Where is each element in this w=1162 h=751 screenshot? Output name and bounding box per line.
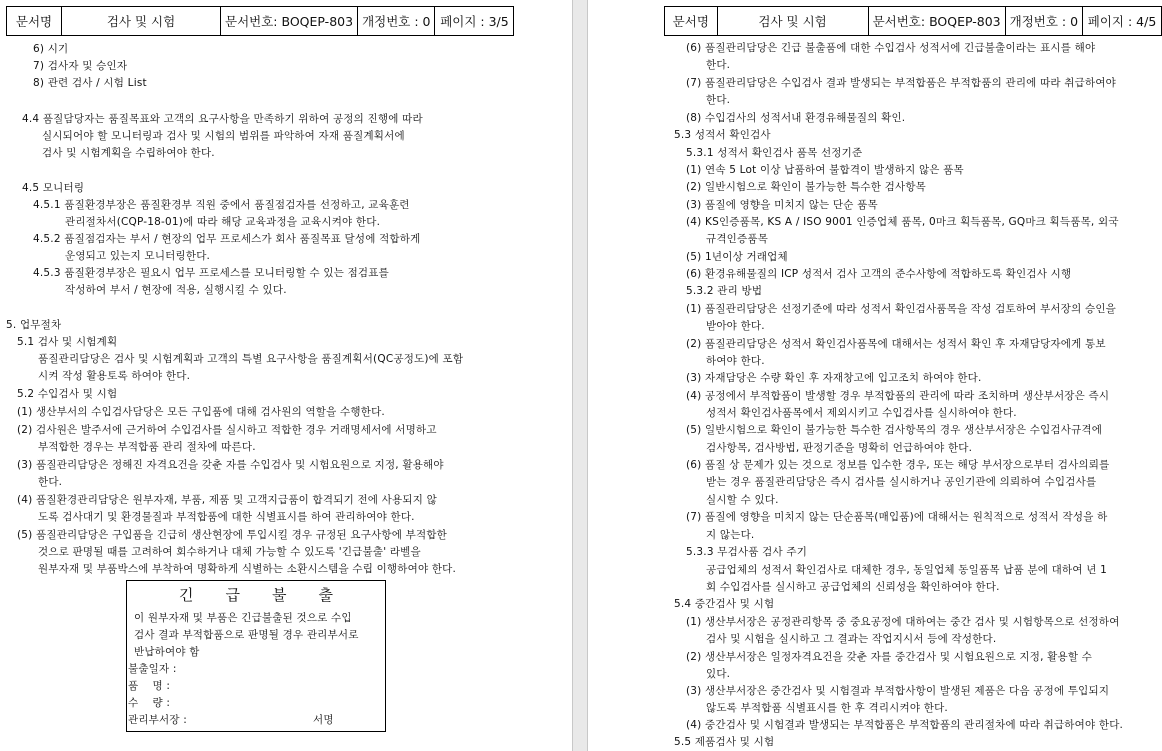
text-line: (4) 공정에서 부적합품이 발생할 경우 부적합품의 관리에 따라 조치하며 생산부서장은 즉시 <box>686 390 1110 402</box>
text-line: 지 않는다. <box>706 529 755 541</box>
text-line: 한다. <box>706 94 731 106</box>
text-line: 관리절차서(CQP-18-01)에 따라 해당 교육과정을 교육시켜야 한다. <box>65 216 381 228</box>
text-line: (2) 검사원은 발주서에 근거하여 수입검사를 실시하고 적합한 경우 거래명세서에 서명하고 <box>17 424 437 436</box>
text-line: 도록 검사대기 및 환경물질과 부적합품에 대한 식별표시를 하여 관리하여야 한다. <box>38 511 415 523</box>
doc-number-cell: 문서번호: BOQEP-803 <box>221 7 358 36</box>
quantity-field: 수 량 : <box>128 697 171 709</box>
document-page-3 <box>0 0 572 751</box>
text-line: (7) 품질에 영향을 미치지 않는 단순품목(매입품)에 대해서는 원칙적으로 성적서 작성을 하 <box>686 511 1108 523</box>
release-date-field: 불출일자 : <box>128 663 177 675</box>
text-line: 실시되어야 할 모니터링과 검사 및 시험의 범위를 파악하여 자재 품질계획서에 <box>42 130 405 142</box>
section-heading: 5.3 성적서 확인검사 <box>674 129 771 141</box>
text-line: (4) 중간검사 및 시험결과 발생되는 부적합품은 부적합품의 관리절차에 따라 취급하여야 한다. <box>686 719 1124 731</box>
text-line: (1) 연속 5 Lot 이상 납품하여 불합격이 발생하지 않은 품목 <box>686 164 964 176</box>
doc-label-cell: 문서명 <box>665 7 718 36</box>
manager-field: 관리부서장 : <box>128 714 187 726</box>
text-line: 받는 경우 품질관리담당은 즉시 검사를 실시하거나 공인기관에 의뢰하여 수입검사를 <box>706 476 1097 488</box>
text-line: (2) 생산부서장은 일정자격요건을 갖춘 자를 중간검사 및 시험요원으로 지정, 활용할 수 <box>686 651 1093 663</box>
document-header-table <box>664 6 1162 36</box>
text-line: 검사항목, 검사방법, 판정기준을 명확히 언급하여야 한다. <box>706 442 973 454</box>
section-heading: 5.5 제품검사 및 시험 <box>674 736 775 748</box>
page-gutter <box>572 0 588 751</box>
document-header-table <box>6 6 514 36</box>
urgent-release-label-box <box>126 580 386 732</box>
section-heading: 5.1 검사 및 시험계획 <box>17 336 118 348</box>
label-text: 반납하여야 함 <box>134 646 200 658</box>
text-line: 것으로 판명될 때를 고려하여 회수하거나 대체 가능할 수 있도록 '긴급불출' 라벨을 <box>38 546 421 558</box>
section-heading: 5.3.3 무검사품 검사 주기 <box>686 546 808 558</box>
text-line: 있다. <box>706 668 731 680</box>
doc-name-cell: 검사 및 시험 <box>717 7 868 36</box>
text-line: (1) 생산부서장은 공정관리항목 중 중요공정에 대하여는 중간 검사 및 시험항목으로 선정하여 <box>686 616 1120 628</box>
text-line: (5) 일반시험으로 확인이 불가능한 특수한 검사항목의 경우 생산부서장은 수입검사규격에 <box>686 424 1103 436</box>
doc-label-cell: 문서명 <box>7 7 62 36</box>
document-page-4 <box>588 0 1162 751</box>
text-line: (6) 품질관리담당은 긴급 불출품에 대한 수입검사 성적서에 긴급불출이라는 표시를 해야 <box>686 42 1096 54</box>
text-line: 한다. <box>38 476 63 488</box>
text-line: (7) 품질관리담당은 수입검사 결과 발생되는 부적합품은 부적합품의 관리에 따라 취급하여야 <box>686 77 1117 89</box>
text-line: 운영되고 있는지 모니터링한다. <box>65 250 211 262</box>
text-line: (6) 환경유해물질의 ICP 성적서 검사 고객의 준수사항에 적합하도록 확인검사 시행 <box>686 268 1072 280</box>
text-line: (3) 품질관리담당은 정해진 자격요건을 갖춘 자를 수입검사 및 시험요원으로 지정, 활용해야 <box>17 459 444 471</box>
revision-cell: 개정번호 : 0 <box>1005 7 1082 36</box>
text-line: 4.4 품질담당자는 품질목표와 고객의 요구사항을 만족하기 위하여 공정의 진행에 따라 <box>22 113 423 125</box>
text-line: (4) 품질환경관리담당은 원부자재, 부품, 제품 및 고객지급품이 합격되기 전에 사용되지 않 <box>17 494 437 506</box>
text-line: 실시할 수 있다. <box>706 494 779 506</box>
section-heading: 5.4 중간검사 및 시험 <box>674 598 775 610</box>
text-line: 4.5.2 품질점검자는 부서 / 현장의 업무 프로세스가 회사 품질목표 달성에 적합하게 <box>33 233 421 245</box>
text-line: (6) 품질 상 문제가 있는 것으로 정보를 입수한 경우, 또는 해당 부서장으로부터 검사의뢰를 <box>686 459 1110 471</box>
revision-cell: 개정번호 : 0 <box>358 7 435 36</box>
page-edge <box>572 0 573 751</box>
text-line: (3) 생산부서장은 중간검사 및 시험결과 부적합사항이 발생된 제품은 다음 공정에 투입되지 <box>686 685 1110 697</box>
text-line: 규격인증품목 <box>706 233 769 245</box>
text-line: 않도록 부적합품 식별표시를 한 후 격리시켜야 한다. <box>706 702 948 714</box>
text-line: (1) 품질관리담당은 선정기준에 따라 성적서 확인검사품목을 작성 검토하여 부서장의 승인을 <box>686 303 1117 315</box>
text-line: 4.5.3 품질환경부장은 필요시 업무 프로세스를 모니터링할 수 있는 점검표를 <box>33 267 389 279</box>
text-line: 시켜 작성 활용토록 하여야 한다. <box>38 370 191 382</box>
text-line: (3) 자재담당은 수량 확인 후 자재창고에 입고조치 하여야 한다. <box>686 372 982 384</box>
text-line: 7) 검사자 및 승인자 <box>33 60 128 72</box>
text-line: 성적서 확인검사품목에서 제외시키고 수입검사를 실시하여야 한다. <box>706 407 1017 419</box>
text-line: 품질관리담당은 검사 및 시험계획과 고객의 특별 요구사항을 품질계획서(QC공정도)에 포함 <box>38 353 464 365</box>
text-line: (1) 생산부서의 수입검사담당은 모든 구입품에 대해 검사원의 역할을 수행한다. <box>17 406 385 418</box>
urgent-release-title: 긴급불출 <box>179 586 365 604</box>
text-line: 4.5.1 품질환경부장은 품질환경부 직원 중에서 품질점검자를 선정하고, 교육훈련 <box>33 199 410 211</box>
item-name-field: 품 명 : <box>128 680 171 692</box>
text-line: (5) 품질관리담당은 구입품을 긴급히 생산현장에 투입시킬 경우 규정된 요구사항에 부적합한 <box>17 529 448 541</box>
text-line: 원부자재 및 부품박스에 부착하여 명확하게 식별하는 소환시스템을 수립 이행하여야 한다. <box>38 563 457 575</box>
text-line: (2) 일반시험으로 확인이 불가능한 특수한 검사항목 <box>686 181 927 193</box>
text-line: 작성하여 부서 / 현장에 적용, 실행시킬 수 있다. <box>65 284 287 296</box>
text-line: (4) KS인증품목, KS A / ISO 9001 인증업체 품목, 0마크 획득품목, GQ마크 획득품목, 외국 <box>686 216 1119 228</box>
signature-label: 서명 <box>313 714 334 726</box>
text-line: 검사 및 시험계획을 수립하여야 한다. <box>42 147 215 159</box>
section-heading: 5. 업무절차 <box>6 319 62 331</box>
text-line: (3) 품질에 영향을 미치지 않는 단순 품목 <box>686 199 878 211</box>
page-number-cell: 페이지 : 3/5 <box>435 7 514 36</box>
text-line: (8) 수입검사의 성적서내 환경유해물질의 확인. <box>686 112 906 124</box>
text-line: 검사 및 시험을 실시하고 그 결과는 작업지시서 등에 작성한다. <box>706 633 997 645</box>
text-line: 하여야 한다. <box>706 355 765 367</box>
text-line: 부적합한 경우는 부적합품 관리 절차에 따른다. <box>38 441 256 453</box>
text-line: 6) 시기 <box>33 43 69 55</box>
section-heading: 5.3.2 관리 방법 <box>686 285 763 297</box>
section-heading: 4.5 모니터링 <box>22 182 85 194</box>
text-line: (5) 1년이상 거래업체 <box>686 251 788 263</box>
text-line: 8) 관련 검사 / 시험 List <box>33 77 147 89</box>
section-heading: 5.3.1 성적서 확인검사 품목 선정기준 <box>686 147 863 159</box>
text-line: 공급업체의 성적서 확인검사로 대체한 경우, 동일업체 동일품목 납품 분에 대하여 년 1 <box>706 564 1107 576</box>
text-line: (2) 품질관리담당은 성적서 확인검사품목에 대해서는 성적서 확인 후 자재담당자에게 통보 <box>686 338 1106 350</box>
text-line: 받아야 한다. <box>706 320 765 332</box>
section-heading: 5.2 수입검사 및 시험 <box>17 388 118 400</box>
label-text: 이 원부자재 및 부품은 긴급불출된 것으로 수입 <box>134 612 352 624</box>
label-text: 검사 결과 부적합품으로 판명될 경우 관리부서로 <box>134 629 359 641</box>
doc-number-cell: 문서번호: BOQEP-803 <box>868 7 1005 36</box>
text-line: 회 수입검사를 실시하고 공급업체의 신뢰성을 확인하여야 한다. <box>706 581 1000 593</box>
doc-name-cell: 검사 및 시험 <box>62 7 221 36</box>
text-line: 한다. <box>706 59 731 71</box>
page-number-cell: 페이지 : 4/5 <box>1083 7 1162 36</box>
